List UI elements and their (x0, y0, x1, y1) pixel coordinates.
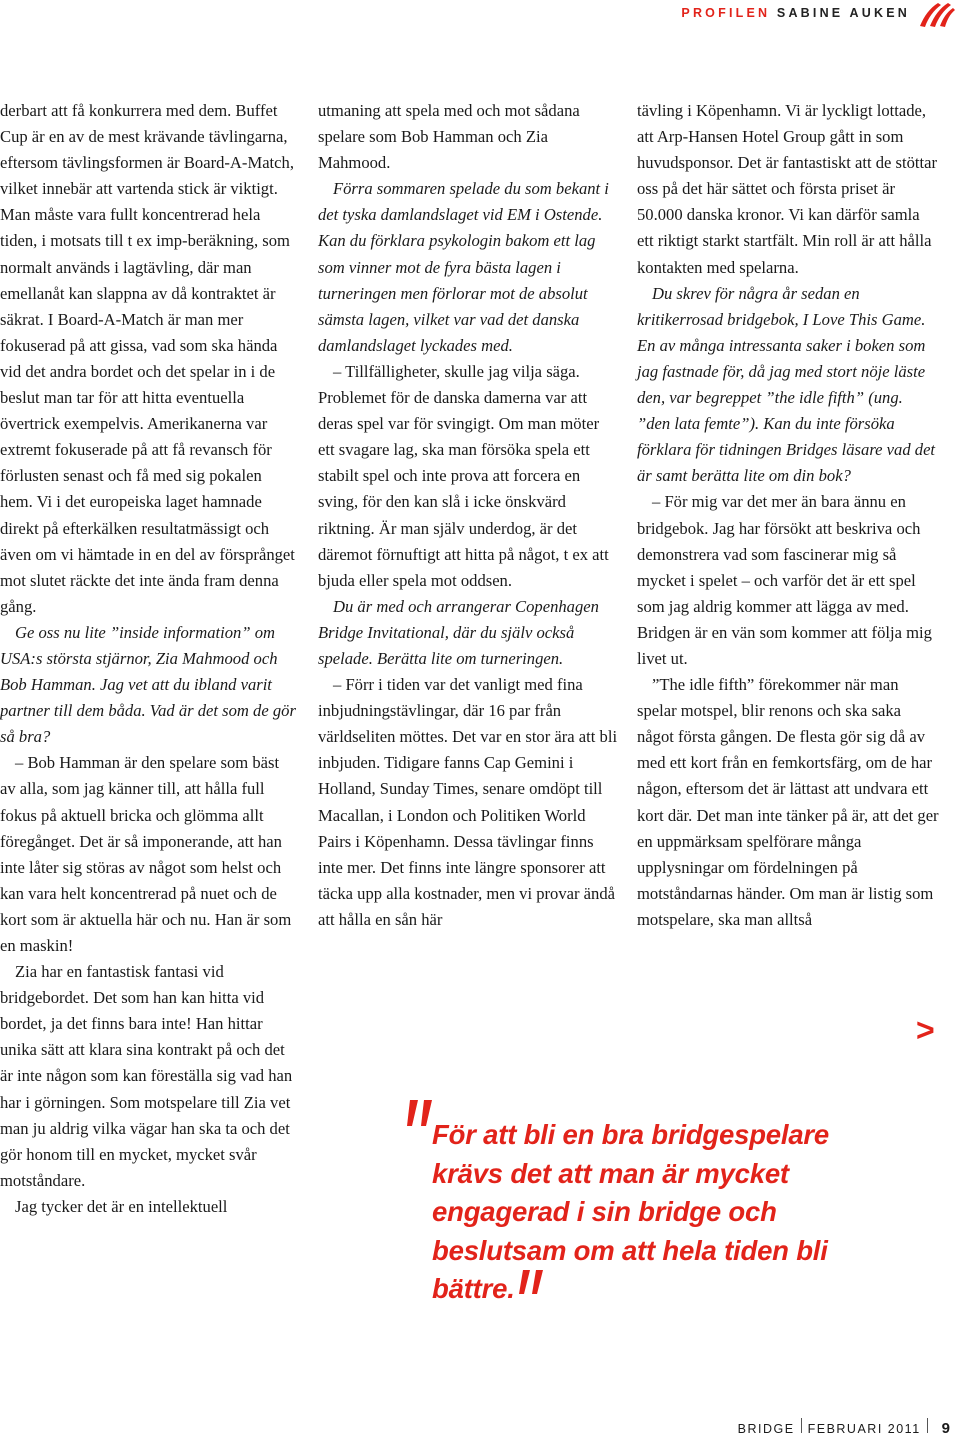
interview-question: Du skrev för några år sedan en kritikerrosad bridgebok, I Love This Game. En av många intressanta saker i boken som jag fastnade för, då jag med stort nöje läste den, var begreppet ”the idle fifth” (ung. ”den lata femte”). Kan du inte försöka förklara för tidningen Bridges läsare vad det är samt berätta lite om din bok? (637, 283, 936, 486)
page-footer (738, 1418, 950, 1437)
paragraph: utmaning att spela med och mot sådana spelare som Bob Hamman och Zia Mahmood. (318, 101, 580, 173)
paragraph: Zia har en fantastisk fantasi vid bridgebordet. Det som han kan hitta vid bordet, ja det finns bara inte! Han hittar unika sätt att klara sina kontrakt på och det är inte någon som kan föreställa sig vad han har i görningen. Som motspelare till Zia vet man ju aldrig vilka vägar han ska ta och det gör honom till en mycket, mycket svår motståndare. (0, 962, 293, 1190)
paragraph: – Bob Hamman är den spelare som bäst av alla, som jag känner till, att hålla full fokus på aktuell bricka och glömma allt föregånget. Det är så imponerande, att han inte låter sig störas av något som helst och kan vara helt koncentrerad på nuet och de kort som är aktuella här och nu. Han är som en maskin! (0, 753, 292, 955)
pull-quote-text (432, 1116, 872, 1309)
paragraph: derbart att få konkurrera med dem. Buffet Cup är en av de mest krävande tävlingarna, eftersom tävlingsformen är Board-A-Match, vilket innebär att vartenda stick är viktigt. Man måste vara fullt koncentrerad hela tiden, i motsats till t ex imp-beräkning, som normalt används i lagtävling, där man emellanåt kan slappna av då kontraktet är säkrat. I Board-A-Match är man mer fokuserad på att gissa, vad som ska hända vid det andra bordet och det spelar in i de beslut man tar för att hitta eventuella övertrick exempelvis. Amerikanerna var extremt fokuserade på att få revansch för förlusten senast och få med sig pokalen hem. Vi i det europeiska laget hamnade direkt på efterkälken resultatmässigt och även om vi hämtade in en del av försprånget mot slutet räckte det inte ända fram denna gång. (0, 101, 295, 616)
text-column-1 (0, 98, 298, 1220)
pull-quote-body: För att bli en bra bridgespelare krävs det att man är mycket engagerad i sin bridge och beslutsam om att hela tiden bli bättre. (432, 1119, 830, 1304)
text-column-3 (637, 98, 939, 933)
section-label: PROFILEN (681, 6, 771, 20)
paragraph: Jag tycker det är en intellektuell (15, 1196, 228, 1216)
footer-divider (801, 1418, 802, 1433)
text-column-2 (318, 98, 618, 933)
issue-date: FEBRUARI 2011 (807, 1422, 921, 1436)
interview-question: Förra sommaren spelade du som bekant i det tyska damlandslaget vid EM i Ostende. Kan du förklara psykologin bakom ett lag som vinner mot de fyra bästa lagen i turneringen men förlorar mot de absolut sämsta lagen, vilket var vad det danska damlandslaget lyckades med. (318, 179, 609, 355)
page-header (681, 6, 910, 20)
continue-arrow-icon: > (916, 1012, 935, 1048)
close-quote-icon (517, 1268, 547, 1296)
profile-name: SABINE AUKEN (776, 6, 910, 20)
paragraph: – För mig var det mer än bara ännu en bridgebok. Jag har försökt att beskriva och demonstrera vad som fascinerar mig så mycket i spelet – och varför det är ett spel som jag aldrig kommer att lägga av med. Bridgen är en vän som kommer att följa mig livet ut. (637, 492, 932, 668)
page-number: 9 (941, 1420, 950, 1437)
interview-question: Ge oss nu lite ”inside information” om USA:s största stjärnor, Zia Mahmood och Bob Hamman. Jag vet att du ibland varit partner till dem båda. Vad är det som de gör så bra? (0, 622, 296, 747)
paragraph: – Tillfälligheter, skulle jag vilja säga. Problemet för de danska damerna var att deras spel var för svingigt. Om man möter ett svagare lag, ska man försöka spela ett stabilt spel och inte prova att forcera en sving, för den kan slå i icke önskvärd riktning. Är man själv underdog, är det däremot förnuftigt att hitta på något, t ex att bjuda eller spela mot oddsen. (318, 361, 609, 590)
paragraph: tävling i Köpenhamn. Vi är lyckligt lottade, att Arp-Hansen Hotel Group gått in som huvudsponsor. Det är fantastiskt att de stöttar oss på det här sättet och första priset är 50.000 danska kronor. Vi kan därför samla ett riktigt starkt startfält. Min roll är att hålla kontakten med spelarna. (637, 101, 938, 277)
footer-divider (927, 1418, 928, 1433)
interview-question: Du är med och arrangerar Copenhagen Bridge Invitational, där du själv också spelade. Berätta lite om turneringen. (318, 596, 599, 668)
magazine-logo-icon (916, 0, 956, 30)
paragraph: ”The idle fifth” förekommer när man spelar motspel, blir renons och ska saka något första gången. De flesta gör sig då av med ett kort från en femkortsfärg, om de har någon, eftersom det är lättast att undvara ett kort där. Det man inte tänker på är, att det ger en uppmärksam spelförare många upplysningar om fördelningen på motståndarnas händer. Om man är listig som motspelare, ska man alltså (637, 675, 939, 929)
paragraph: – Förr i tiden var det vanligt med fina inbjudningstävlingar, där 16 par från världseliten möttes. Det var en stor ära att bli inbjuden. Tidigare fanns Cap Gemini i Holland, Sunday Times, senare omdöpt till Macallan, i London och Politiken World Pairs i Köpenhamn. Dessa tävlingar finns inte mer. Det finns inte längre sponsorer att täcka upp alla kostnader, men vi provar ändå att hålla en sån här (318, 675, 618, 929)
magazine-name: BRIDGE (737, 1422, 795, 1436)
section-heading (681, 6, 910, 20)
